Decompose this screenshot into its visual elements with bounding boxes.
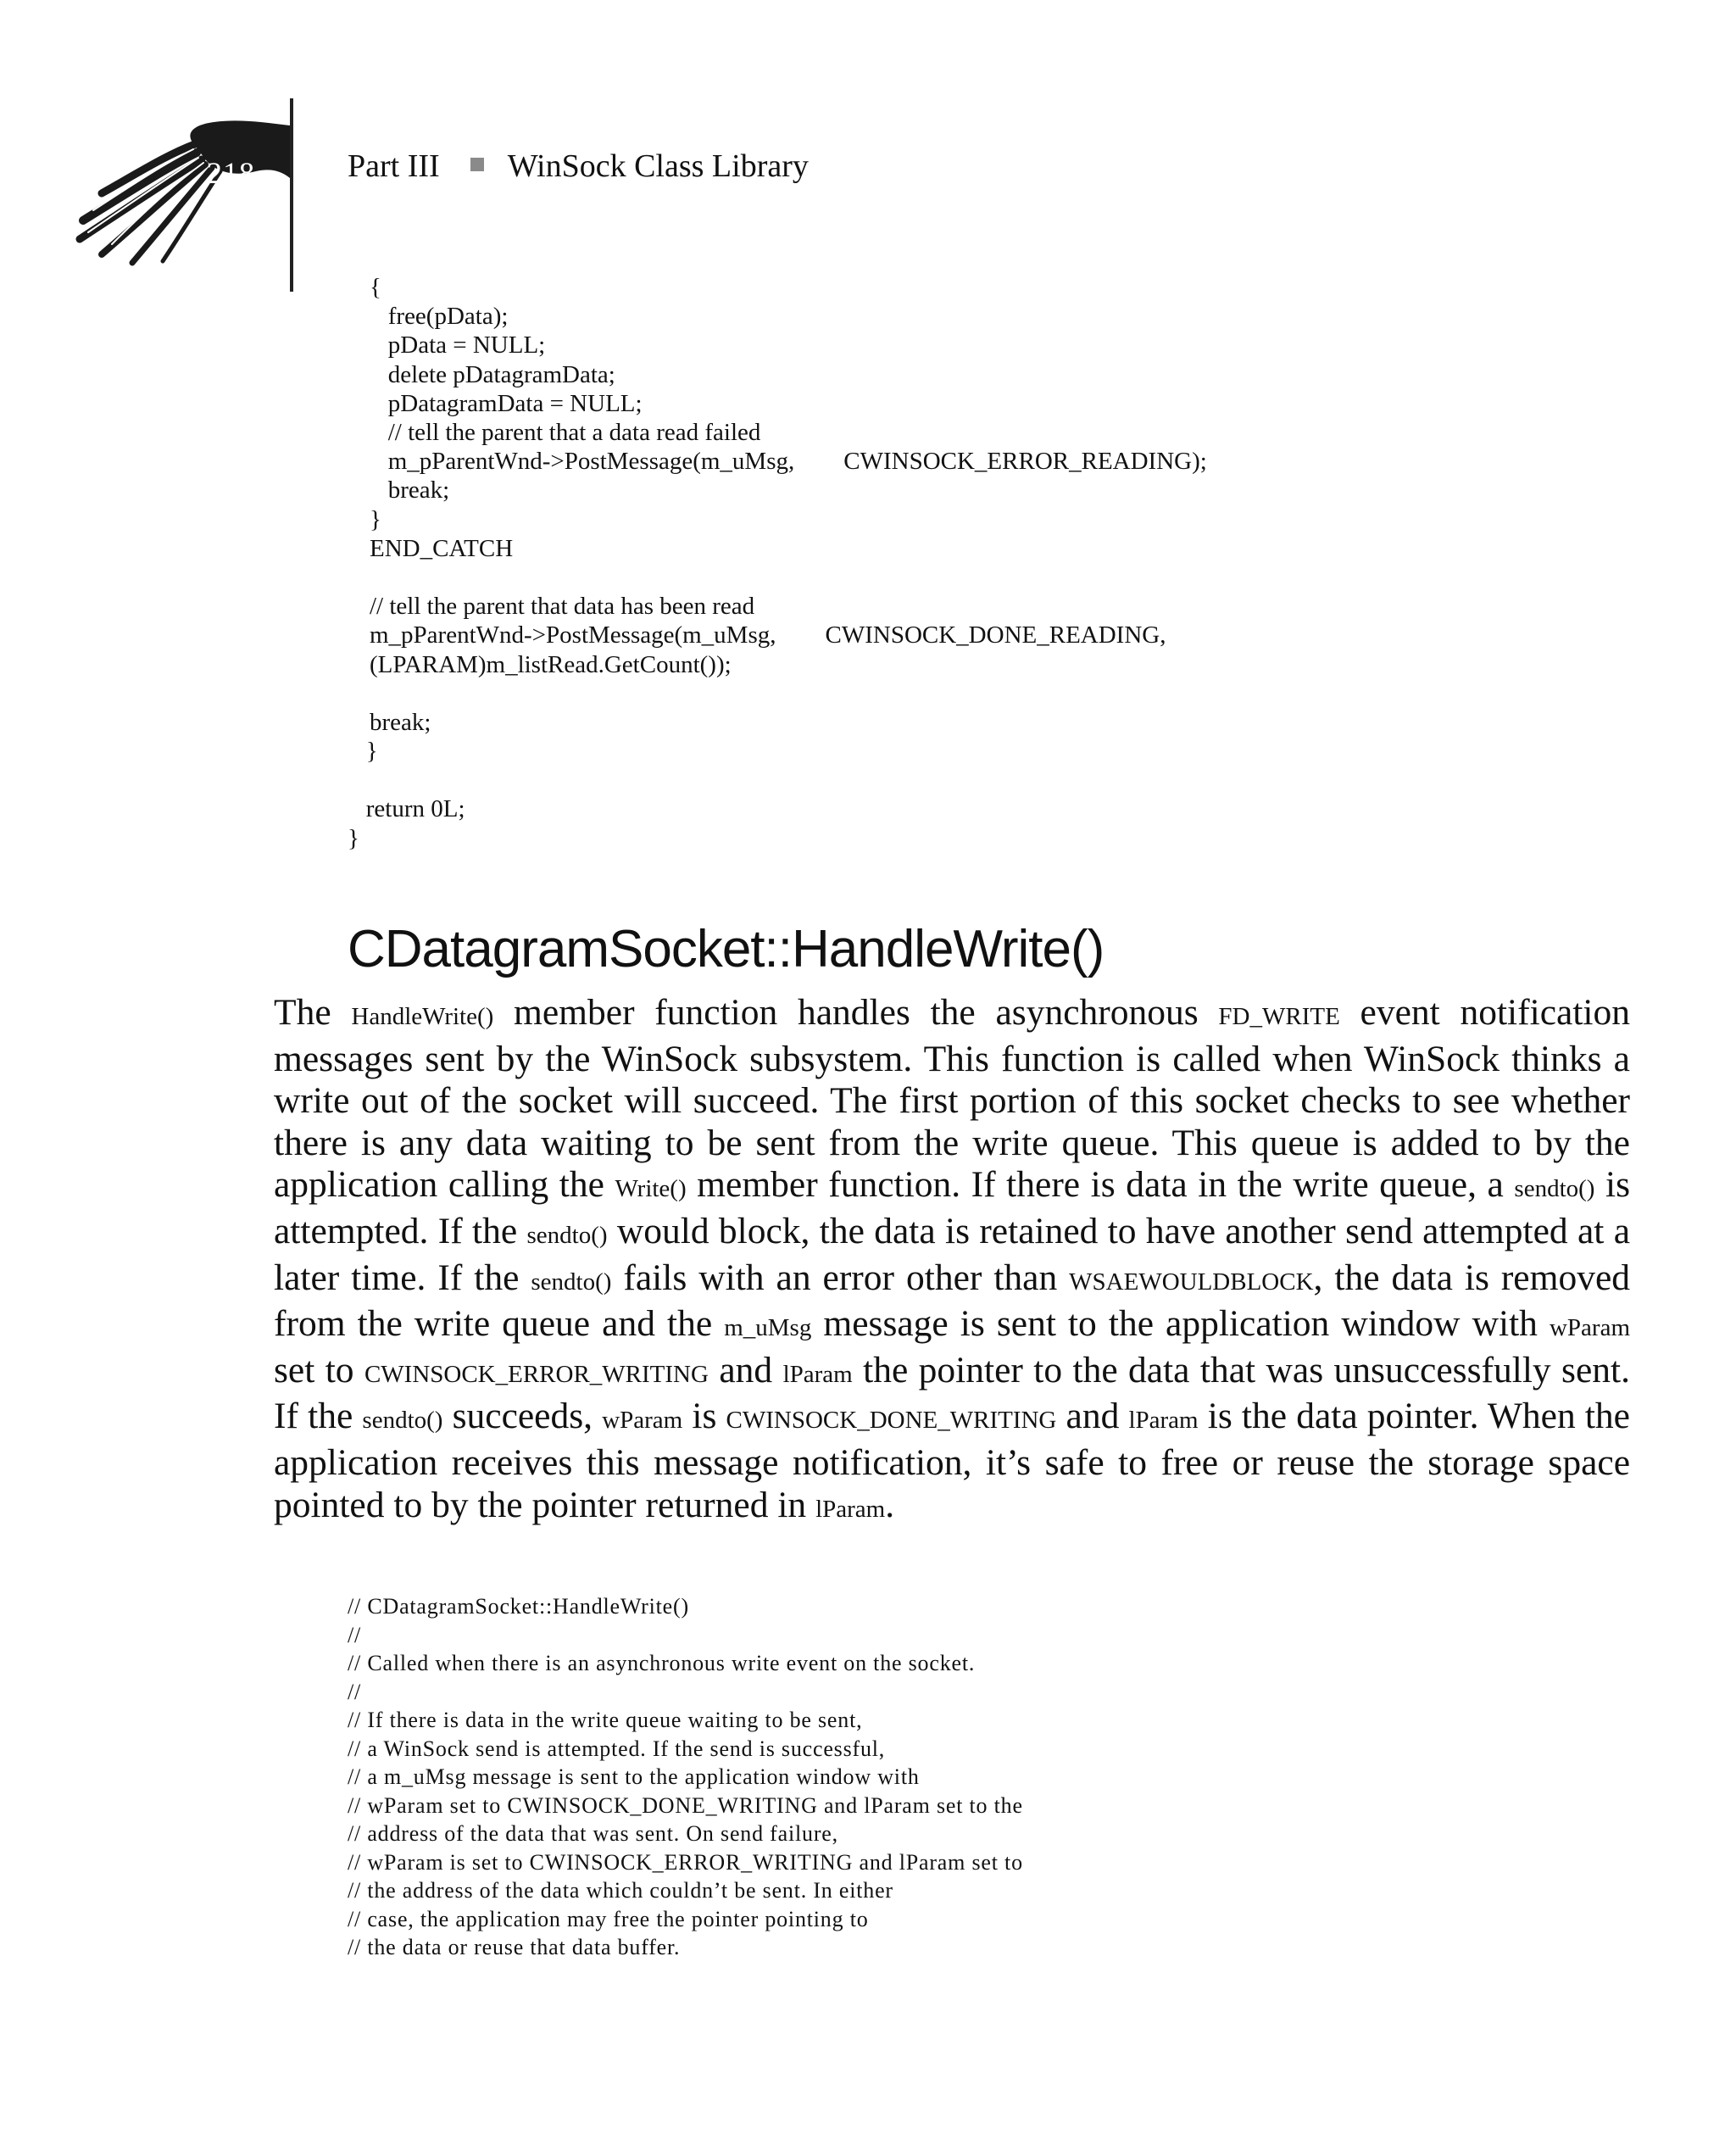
book-title: WinSock Class Library [507, 148, 809, 184]
code-line: } [348, 738, 378, 765]
code-term: FD_WRITE [1218, 1003, 1340, 1030]
code-line: // Called when there is an asynchronous write event on the socket. [348, 1651, 976, 1675]
code-line: // a WinSock send is attempted. If the send is successful, [348, 1736, 886, 1761]
code-term: WSAEWOULDBLOCK [1069, 1268, 1314, 1296]
code-line: // case, the application may free the pointer pointing to [348, 1906, 869, 1931]
code-term: sendto() [526, 1221, 608, 1249]
text-run: , the data is removed from the write queue and the [274, 1257, 1631, 1345]
code-line: m_pParentWnd->PostMessage(m_uMsg, CWINSOCK_ERROR_READING); [370, 448, 1207, 476]
code-term: wParam [602, 1407, 683, 1435]
code-line: // wParam set to CWINSOCK_DONE_WRITING and lParam set to the [348, 1792, 1023, 1818]
section-heading: CDatagramSocket::HandleWrite() [348, 920, 1104, 978]
code-line: END_CATCH [370, 534, 514, 562]
code-line: // tell the parent that a data read failed [370, 419, 761, 447]
text-run: is attempted. If the [274, 1164, 1631, 1251]
code-line: // the address of the data which couldn’t be sent. In either [348, 1878, 893, 1903]
text-run: member function. If there is data in the write queue, a [686, 1164, 1515, 1206]
code-line: // tell the parent that data has been read [370, 593, 755, 621]
code-line: (LPARAM)m_listRead.GetCount()); [370, 650, 732, 678]
code-line: // address of the data that was sent. On send failure, [348, 1821, 838, 1846]
text-run: and [1056, 1396, 1129, 1437]
quill-logo-icon [68, 93, 322, 297]
code-line: m_pParentWnd->PostMessage(m_uMsg, CWINSOCK_DONE_READING, [370, 621, 1166, 649]
text-run: member function handles the asynchronous [493, 992, 1219, 1033]
code-line: // CDatagramSocket::HandleWrite() [348, 1594, 689, 1619]
code-line: // [348, 1679, 362, 1704]
code-line: { [370, 274, 381, 301]
code-line: return 0L; [348, 795, 465, 823]
code-listing-top [370, 273, 1207, 737]
code-term: sendto() [531, 1268, 612, 1296]
text-run: succeeds, [442, 1396, 603, 1437]
code-line: // wParam is set to CWINSOCK_ERROR_WRITING and lParam set to [348, 1849, 1023, 1875]
code-term: sendto() [1514, 1175, 1595, 1203]
code-line: } [348, 824, 359, 852]
code-line: // the data or reuse that data buffer. [348, 1935, 681, 1959]
text-run: would block, the data is retained to have another send attempted at a later time. If the [274, 1210, 1630, 1298]
code-term: Write() [615, 1175, 687, 1203]
code-term: sendto() [362, 1407, 443, 1435]
code-term: HandleWrite() [351, 1003, 494, 1030]
code-listing-bottom [348, 1592, 1023, 1962]
code-term: CWINSOCK_DONE_WRITING [726, 1407, 1057, 1435]
code-line: free(pData); [370, 303, 509, 331]
code-term: CWINSOCK_ERROR_WRITING [364, 1360, 709, 1388]
square-separator-icon [470, 158, 484, 171]
code-line: pDatagramData = NULL; [370, 389, 643, 417]
code-line: pData = NULL; [370, 332, 546, 359]
text-run: set to [274, 1349, 364, 1391]
code-term: lParam [1128, 1407, 1199, 1435]
code-line: // [348, 1622, 362, 1647]
text-run: fails with an error other than [611, 1257, 1070, 1298]
running-header [348, 146, 809, 187]
text-run: is [682, 1396, 726, 1437]
code-line: delete pDatagramData; [370, 360, 615, 388]
text-run: The [274, 992, 352, 1033]
code-term: lParam [782, 1360, 853, 1388]
code-line: // a m_uMsg message is sent to the application window with [348, 1764, 920, 1789]
code-term: wParam [1549, 1314, 1630, 1342]
text-run: and [708, 1349, 783, 1391]
code-line: break; [370, 477, 450, 504]
text-run: message is sent to the application window with [811, 1303, 1550, 1345]
code-line: // If there is data in the write queue waiting to be sent, [348, 1708, 863, 1732]
part-label: Part III [348, 148, 440, 184]
text-run: . [885, 1484, 895, 1525]
text-run: is the data pointer. When the application receives this message notification, it’s safe to free or reuse the storage space pointed to by the pointer returned in [274, 1396, 1630, 1525]
code-line: } [370, 505, 381, 533]
text-run: event notification messages sent by the WinSock subsystem. This function is called when WinSock thinks a write out of the socket will succeed. The first portion of this socket checks to see whether there is any data waiting to be sent from the write queue. This queue is added to by the application calling the [274, 992, 1630, 1206]
code-term: m_uMsg [724, 1314, 812, 1342]
body-paragraph [274, 992, 1630, 1530]
code-listing-top-tail [348, 737, 465, 853]
page-number: 218 [207, 156, 255, 190]
text-run: the pointer to the data that was unsuccessfully sent. If the [274, 1349, 1630, 1437]
code-term: lParam [815, 1495, 886, 1523]
code-line: break; [370, 709, 431, 737]
